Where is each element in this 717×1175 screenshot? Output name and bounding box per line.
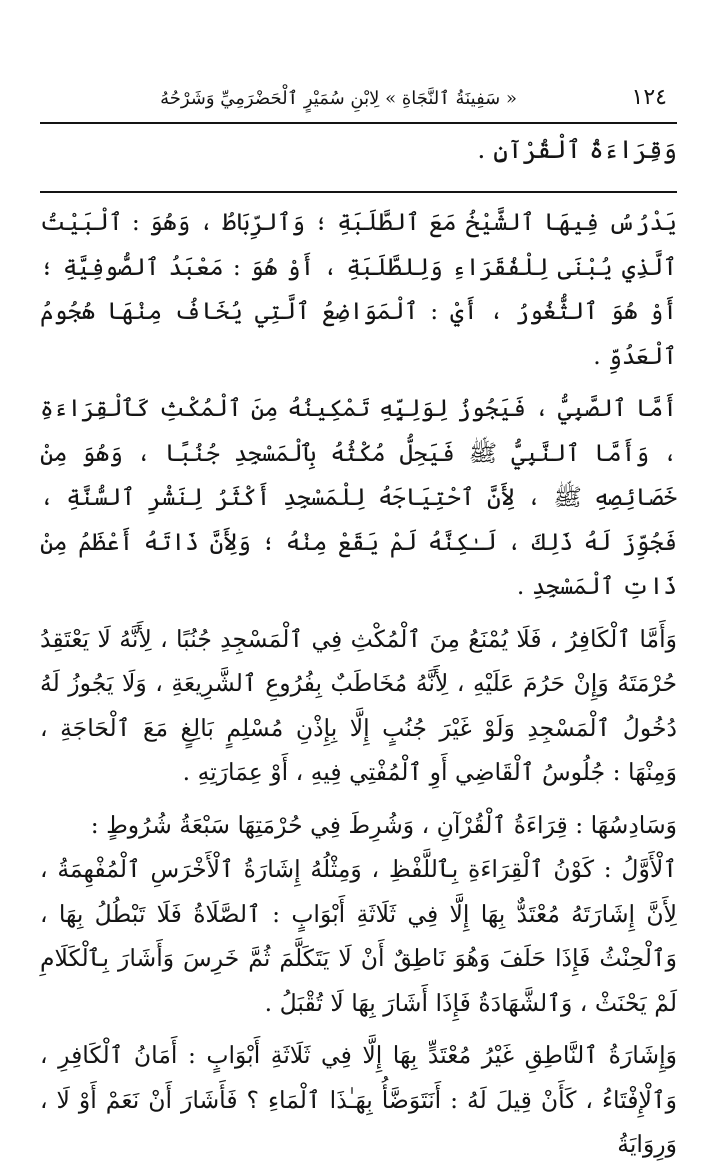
header-rule	[40, 122, 677, 124]
paragraph-speaker-gesture: وَإِشَارَةُ ٱلنَّاطِقِ غَيْرُ مُعْتَدٍّ بِهَا إِلَّا فِي ثَلَاثَةِ أَبْوَابٍ : أَمَانُ ٱلْكَافِرِ ، وَٱلْإِفْتَاءُ ، كَأَنْ قِيلَ لَهُ : أَنَتَوَضَّأُ بِهَـٰذَا ٱلْمَاءِ ؟ فَأَشَارَ أَنْ نَعَمْ أَوْ لَا ، وَرِوَايَةُ	[40, 1041, 677, 1158]
paragraph-first-condition: ٱلْأَوَّلُ : كَوْنُ ٱلْقِرَاءَةِ بِٱللَّفْظِ ، وَمِثْلُهُ إِشَارَةُ ٱلْأَخْرَسِ ٱلْمُفْهِمَةُ ، لِأَنَّ إِشَارَتَهُ مُعْتَدٌّ بِهَا إِلَّا فِي ثَلَاثَةِ أَبْوَابٍ : ٱلصَّلَاةُ فَلَا تَبْطُلُ بِهَا ، وَٱلْحِنْثُ فَإِذَا حَلَفَ وَهُوَ نَاطِقٌ أَنْ لَا يَتَكَلَّمَ ثُمَّ خَرِسَ وَأَشَارَ بِٱلْكَلَامِ لَمْ يَحْنَثْ ، وَٱلشَّهَادَةُ فَإِذَا أَشَارَ بِهَا لَا تُقْبَلُ .	[40, 855, 677, 1017]
commentary-body	[40, 200, 677, 1175]
paragraph-ribat-definition: يَدْرُسُ فِيهَا ٱلشَّيْخُ مَعَ ٱلطَّلَبَةِ ؛ وَٱلرِّبَاطُ ، وَهُوَ : ٱلْبَيْتُ ٱلَّذِي يُبْنَى لِلْفُقَرَاءِ وَلِلطَّلَبَةِ ، أَوْ هُوَ : مَعْبَدُ ٱلصُّوفِيَّةِ ؛ أَوْ هُوَ ٱلثُّغُورُ ، أَيْ : ٱلْمَوَاضِعُ ٱلَّتِي يُخَافُ مِنْهَا هُجُومُ ٱلْعَدُوِّ .	[40, 208, 677, 370]
paragraph-disbeliever: وَأَمَّا ٱلْكَافِرُ ، فَلَا يُمْنَعُ مِنَ ٱلْمُكْثِ فِي ٱلْمَسْجِدِ جُنُبًا ، لِأَنَّهُ لَا يَعْتَقِدُ حُرْمَتَهُ وَإِنْ حَرُمَ عَلَيْهِ ، لِأَنَّهُ مُخَاطَبٌ بِفُرُوعِ ٱلشَّرِيعَةِ ، وَلَا يَجُوزُ لَهُ دُخُولُ ٱلْمَسْجِدِ وَلَوْ غَيْرَ جُنُبٍ إِلَّا بِإِذْنِ مُسْلِمٍ بَالِغٍ مَعَ ٱلْحَاجَةِ ، وَمِنْهَا : جُلُوسُ ٱلْقَاضِي أَوِ ٱلْمُفْتِي فِيهِ ، أَوْ عِمَارَتِهِ .	[40, 624, 677, 786]
paragraph-sixth-quran-recitation: وَسَادِسُهَا : قِرَاءَةُ ٱلْقُرْآنِ ، وَشُرِطَ فِي حُرْمَتِهَا سَبْعَةُ شُرُوطٍ :	[90, 810, 677, 839]
footnote-separator-rule	[40, 191, 677, 193]
carry-over-line: وَقِرَاءَةُ ٱلْقُرْآنِ .	[477, 135, 677, 164]
running-title: « سَفِينَةُ ٱلنَّجَاةِ » لِابْنِ سُمَيْرٍ ٱلْحَضْرَمِيِّ وَشَرْحُهُ	[160, 88, 517, 109]
paragraph-child-and-prophet: أَمَّا ٱلصَّبِيُّ ، فَيَجُوزُ لِوَلِيِّهِ تَمْكِينُهُ مِنَ ٱلْمُكْثِ كَٱلْقِرَاءَةِ ، وَأَمَّا ٱلنَّبِيُّ ﷺ فَيَحِلُّ مُكْثُهُ بِٱلْمَسْجِدِ جُنُبًا ، وَهُوَ مِنْ خَصَائِصِهِ ﷺ ، لِأَنَّ ٱحْتِيَاجَهُ لِلْمَسْجِدِ أَكْثَرُ لِنَشْرِ ٱلسُّنَّةِ ، فَجُوِّزَ لَهُ ذَلِكَ ، لَـٰكِنَّهُ لَمْ يَقَعْ مِنْهُ ؛ وَلِأَنَّ ذَاتَهُ أَعْظَمُ مِنْ ذَاتِ ٱلْمَسْجِدِ .	[40, 394, 677, 600]
page-header	[40, 80, 677, 120]
page-number: ١٢٤	[631, 85, 667, 110]
